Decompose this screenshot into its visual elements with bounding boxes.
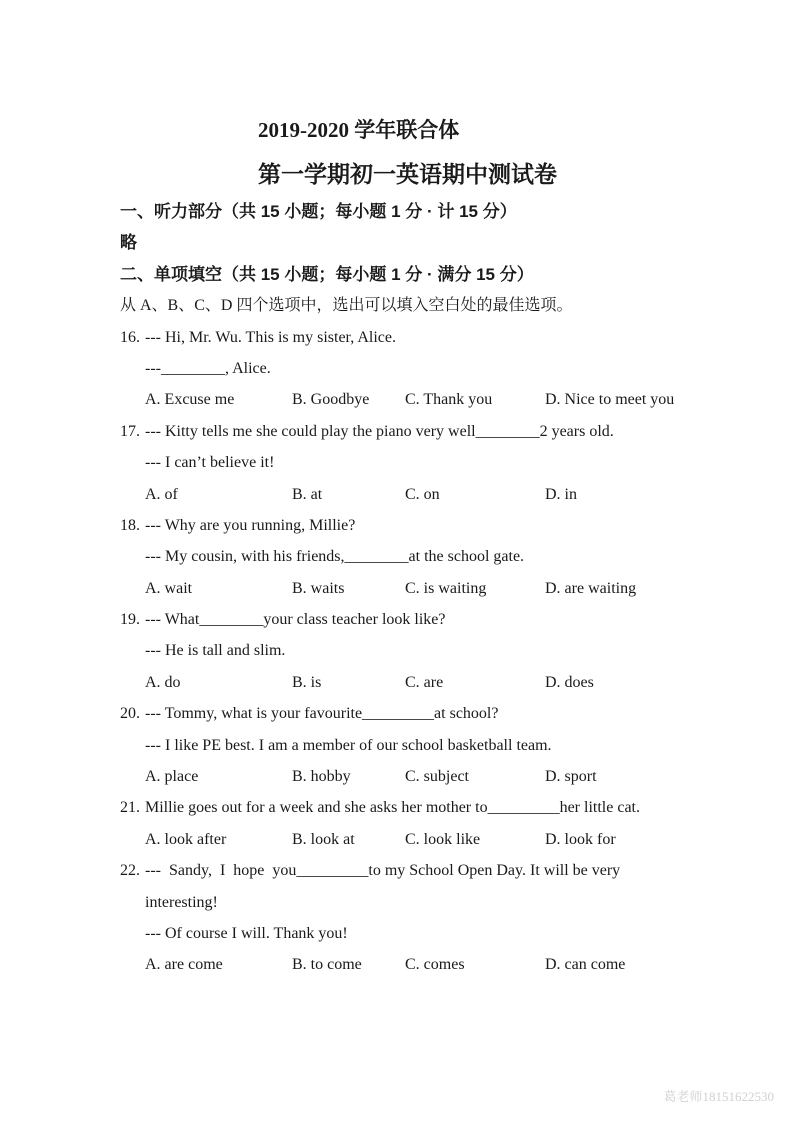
question-16-number: 16. [120, 328, 140, 346]
question-22-option-c: C. comes [405, 956, 465, 974]
question-18-option-c: C. is waiting [405, 579, 487, 597]
question-21-line-1: Millie goes out for a week and she asks her mother to_________her little cat. [145, 799, 640, 817]
question-22-line-1: --- Sandy, I hope you_________to my School Open Day. It will be very [145, 862, 621, 880]
question-20-option-d: D. sport [545, 768, 597, 786]
question-20 [120, 698, 720, 792]
question-17-number: 17. [120, 422, 140, 440]
question-16-line-2: ---________, Alice. [145, 359, 271, 377]
question-17 [120, 416, 720, 510]
question-22-line-3: --- Of course I will. Thank you! [145, 924, 348, 942]
question-21-options [145, 824, 720, 855]
question-22-options [145, 949, 720, 980]
question-19-option-c: C. are [405, 673, 444, 691]
question-21-option-a: A. look after [145, 830, 227, 848]
question-21-option-c: C. look like [405, 830, 481, 848]
question-17-options [145, 479, 720, 510]
question-22-number: 22. [120, 862, 140, 880]
question-16-body [145, 322, 720, 416]
watermark: 葛老师18151622530 [663, 1089, 774, 1104]
question-16-option-b: B. Goodbye [292, 391, 370, 409]
question-19-option-d: D. does [545, 673, 594, 691]
question-18 [120, 510, 720, 604]
question-17-body [145, 416, 720, 510]
section1-omitted-note: 略 [120, 233, 137, 253]
question-21-body [145, 792, 720, 855]
question-21-option-d: D. look for [545, 830, 616, 848]
question-20-line-2: --- I like PE best. I am a member of our school basketball team. [145, 736, 552, 754]
question-22-option-b: B. to come [292, 956, 362, 974]
question-22 [120, 855, 720, 981]
question-19-number: 19. [120, 611, 140, 629]
question-18-line-2: --- My cousin, with his friends,________at the school gate. [145, 548, 525, 566]
question-20-body [145, 698, 720, 792]
question-22-body [145, 855, 720, 981]
question-18-body [145, 510, 720, 604]
question-19-body [145, 604, 720, 698]
question-16-option-a: A. Excuse me [145, 391, 235, 409]
section2-heading: 二、单项填空（共 15 小题；每小题 1 分 · 满分 15 分） [120, 264, 534, 284]
question-20-options [145, 761, 720, 792]
question-19-option-a: A. do [145, 673, 181, 691]
question-21-option-b: B. look at [292, 830, 355, 848]
exam-body [120, 196, 720, 981]
question-18-option-a: A. wait [145, 579, 193, 597]
question-22-option-d: D. can come [545, 956, 626, 974]
section1-heading: 一、听力部分（共 15 小题；每小题 1 分 · 计 15 分） [120, 202, 517, 221]
question-22-line-2: interesting! [145, 893, 218, 911]
question-17-line-2: --- I can’t believe it! [145, 454, 275, 472]
question-17-line-1: --- Kitty tells me she could play the piano very well________2 years old. [145, 422, 614, 440]
question-16-line-1: --- Hi, Mr. Wu. This is my sister, Alice. [145, 328, 396, 346]
title-block [0, 0, 800, 196]
question-18-options [145, 573, 720, 604]
question-20-number: 20. [120, 705, 140, 723]
question-21-number: 21. [120, 799, 140, 817]
question-16-option-d: D. Nice to meet you [545, 391, 675, 409]
question-16 [120, 322, 720, 416]
question-20-option-b: B. hobby [292, 768, 351, 786]
question-19-line-1: --- What________your class teacher look like? [145, 611, 446, 629]
question-16-options [145, 384, 720, 415]
question-17-option-a: A. of [145, 485, 178, 503]
question-18-line-1: --- Why are you running, Millie? [145, 516, 356, 534]
section2-instruction: 从 A、B、C、D 四个选项中，选出可以填入空白处的最佳选项。 [120, 297, 573, 315]
exam-title-line2: 第一学期初一英语期中测试卷 [258, 161, 557, 187]
question-19-options [145, 667, 720, 698]
question-19-line-2: --- He is tall and slim. [145, 642, 286, 660]
question-19 [120, 604, 720, 698]
question-17-option-c: C. on [405, 485, 440, 503]
question-18-option-b: B. waits [292, 579, 345, 597]
question-19-option-b: B. is [292, 673, 322, 691]
question-20-option-c: C. subject [405, 768, 469, 786]
exam-title-line1: 2019-2020 学年联合体 [258, 118, 460, 142]
question-21 [120, 792, 720, 855]
question-17-option-d: D. in [545, 485, 577, 503]
question-18-number: 18. [120, 516, 140, 534]
question-17-option-b: B. at [292, 485, 323, 503]
question-20-line-1: --- Tommy, what is your favourite_________at school? [145, 705, 499, 723]
question-22-option-a: A. are come [145, 956, 223, 974]
question-18-option-d: D. are waiting [545, 579, 637, 597]
question-20-option-a: A. place [145, 768, 199, 786]
question-16-option-c: C. Thank you [405, 391, 493, 409]
